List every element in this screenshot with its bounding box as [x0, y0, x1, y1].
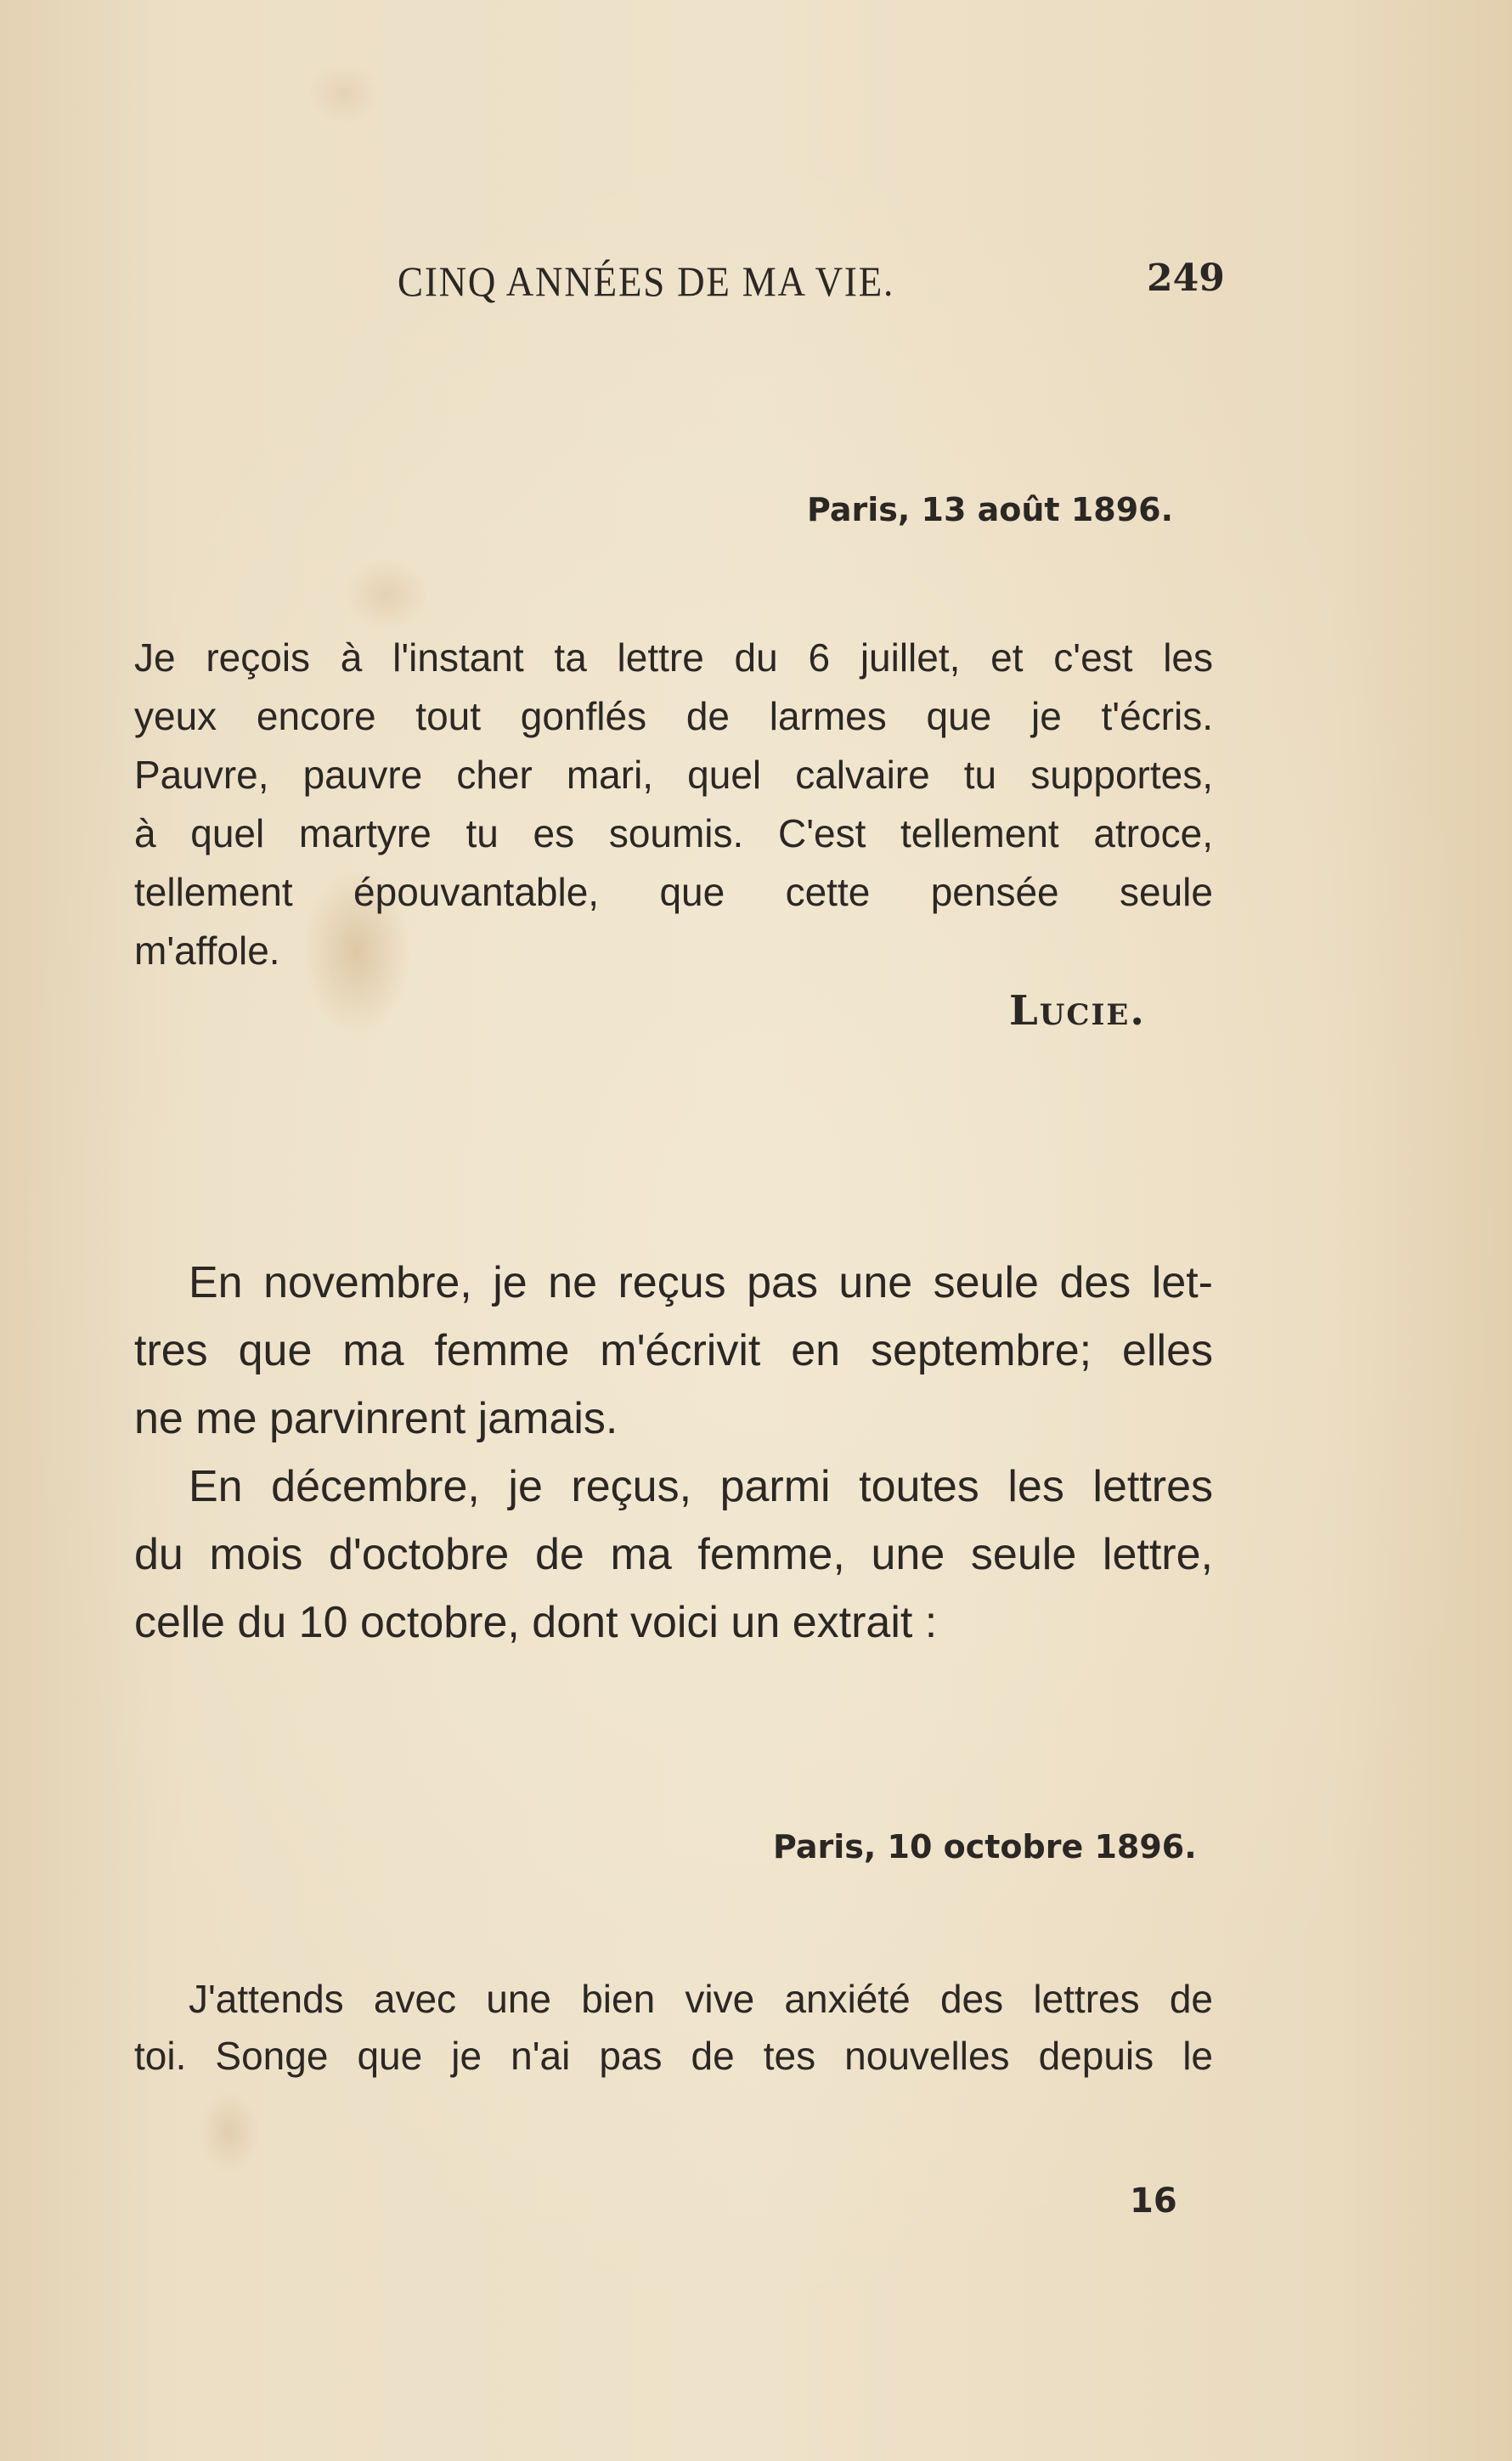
- running-title: CINQ ANNÉES DE MA VIE.: [398, 257, 895, 305]
- letter-1-line: tellement épouvantable, que cette pensée seule: [134, 870, 1213, 914]
- letter-1-line: à quel martyre tu es soumis. C'est tellement atroce,: [134, 811, 1213, 855]
- narrative-line: celle du 10 octobre, dont voici un extrait :: [134, 1598, 938, 1647]
- narrative-line: En novembre, je ne reçus pas une seule des let-: [189, 1258, 1213, 1307]
- narrative-line: du mois d'octobre de ma femme, une seule lettre,: [134, 1530, 1213, 1579]
- letter-1-body: [134, 629, 1213, 980]
- letter-1-dateline: Paris, 13 août 1896.: [807, 491, 1174, 528]
- letter-2-line: J'attends avec une bien vive anxiété des lettres de: [189, 1977, 1213, 2021]
- letter-1-line: Pauvre, pauvre cher mari, quel calvaire tu supportes,: [134, 753, 1213, 797]
- narrative-line: ne me parvinrent jamais.: [134, 1394, 618, 1443]
- letter-1-line: yeux encore tout gonflés de larmes que je t'écris.: [134, 694, 1213, 738]
- letter-1-line: Je reçois à l'instant ta lettre du 6 juillet, et c'est les: [134, 635, 1213, 680]
- signature-mark: 16: [1130, 2182, 1177, 2221]
- narrative-body: [134, 1249, 1213, 1657]
- letter-1-signature: Lucie.: [1009, 987, 1146, 1035]
- letter-2-dateline: Paris, 10 octobre 1896.: [773, 1828, 1197, 1866]
- page-number: 249: [1147, 257, 1225, 300]
- narrative-line: En décembre, je reçus, parmi toutes les lettres: [189, 1462, 1213, 1511]
- narrative-line: tres que ma femme m'écrivit en septembre; elles: [134, 1326, 1213, 1375]
- letter-2-line: toi. Songe que je n'ai pas de tes nouvelles depuis le: [134, 2034, 1213, 2078]
- letter-2-body: [134, 1971, 1213, 2085]
- letter-1-line: m'affole.: [134, 929, 280, 973]
